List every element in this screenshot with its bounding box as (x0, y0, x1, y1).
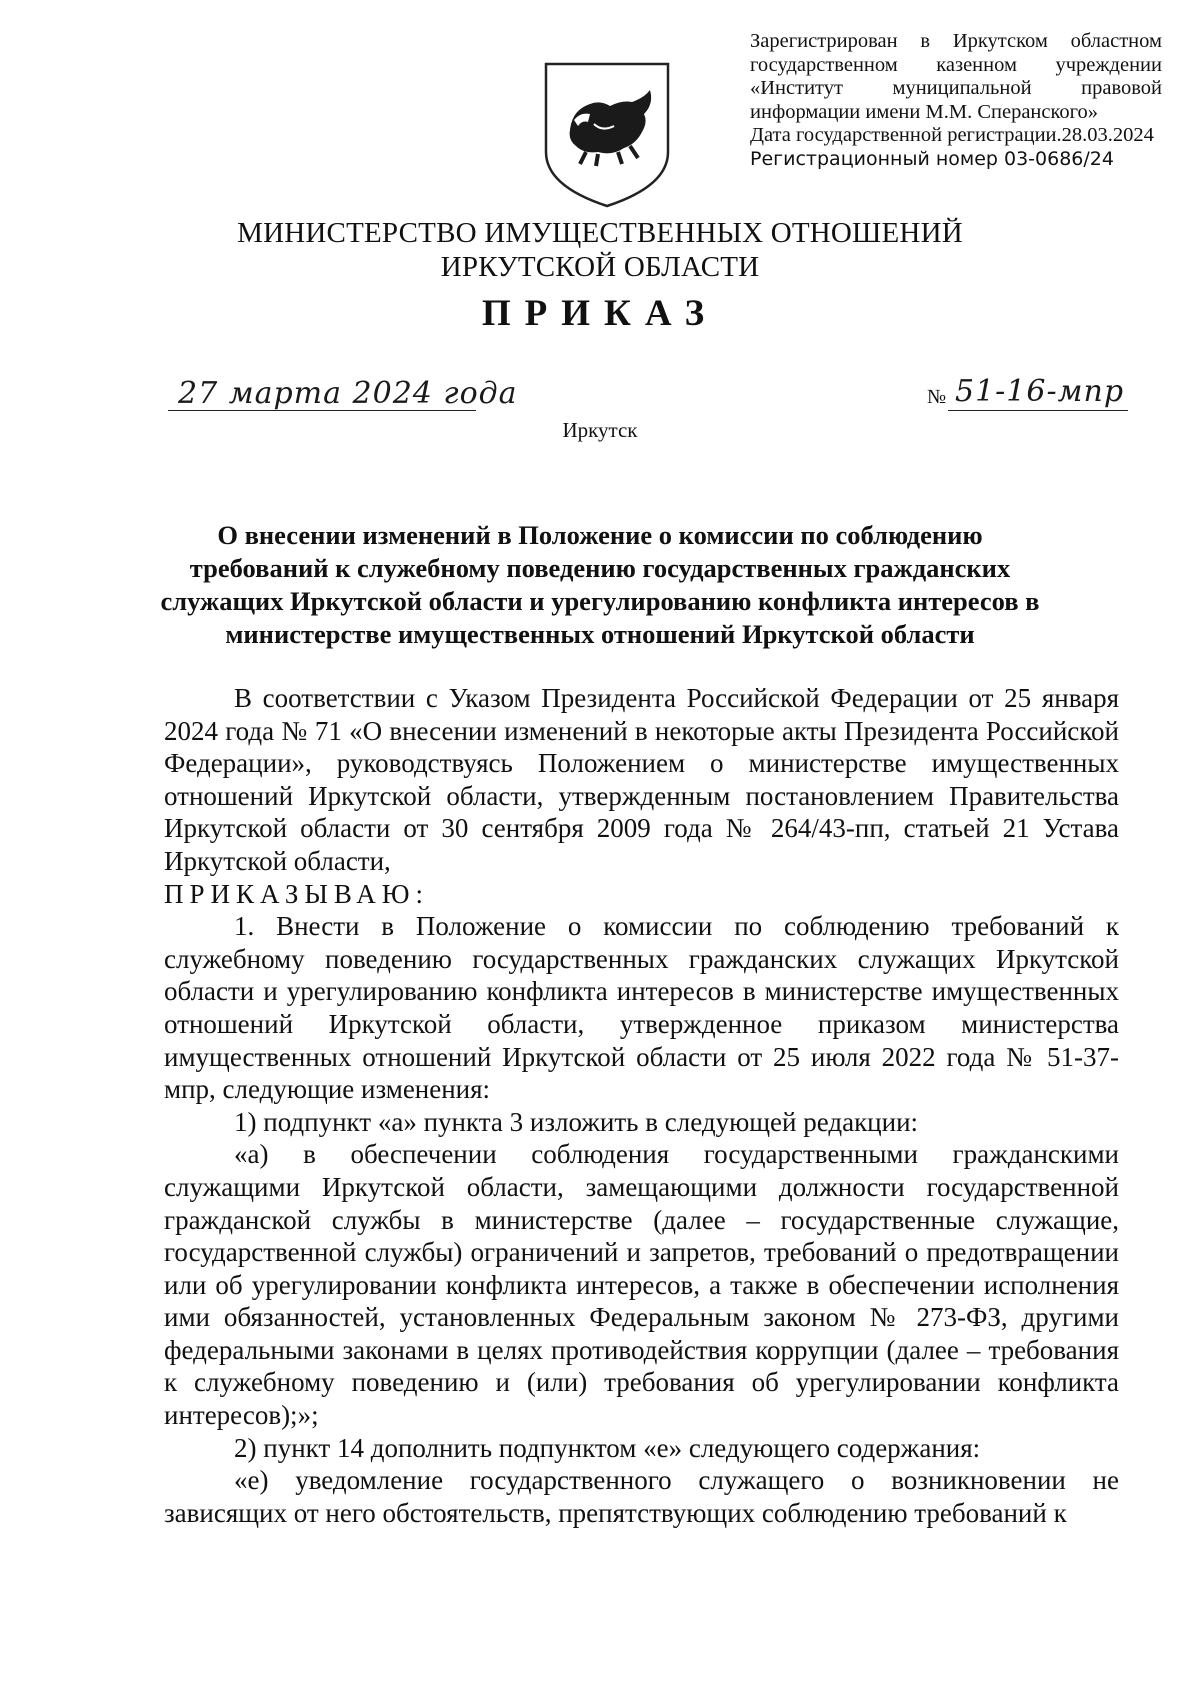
title-line: требований к служебному поведению государственных гражданских (189, 553, 1011, 583)
number-underline (948, 410, 1128, 411)
title-line: министерстве имущественных отношений Иркутской области (225, 619, 975, 649)
title-line: служащих Иркутской области и урегулированию конфликта интересов в (160, 586, 1040, 616)
number-label: № (927, 386, 947, 408)
document-body (164, 682, 1119, 1529)
preamble-paragraph: В соответствии с Указом Президента Российской Федерации от 25 января 2024 года № 71 «О внесении изменений в некоторые акты Президента Российской Федерации», руководствуясь Положением о министерстве имущественных отношений Иркутской области, утвержденным постановлением Правительства Иркутской области от 30 сентября 2009 года № 264/43-пп, статьей 21 Устава Иркутской области, (164, 683, 1119, 876)
registration-number: Регистрационный номер 03-0686/24 (750, 147, 1114, 170)
subitem-1-text: «а) в обеспечении соблюдения государственными гражданскими служащими Иркутской области, замещающими должности государственной гражданской службы в министерстве (далее – государственные служащие, государственной службы) ограничений и запретов, требований о предотвращении или об урегулировании конфликта интересов, а также в обеспечении исполнения ими обязанностей, установленных Федеральным законом № 273-ФЗ, другими федеральными законами в целях противодействия коррупции (далее – требования к служебному поведению и (или) требования об урегулировании конфликта интересов);»; (164, 1139, 1119, 1431)
ministry-line: МИНИСТЕРСТВО ИМУЩЕСТВЕННЫХ ОТНОШЕНИЙ (237, 217, 963, 249)
city: Иркутск (562, 418, 638, 442)
irkutsk-emblem-icon (540, 60, 674, 208)
registration-line: государственном казенном учреждении (750, 53, 1162, 76)
coat-of-arms-emblem (540, 60, 674, 208)
ministry-name (100, 216, 1100, 284)
registration-stamp (750, 30, 1162, 171)
subitem-1-heading: 1) подпункт «а» пункта 3 изложить в следующей редакции: (234, 1106, 919, 1137)
order-word: ПРИКАЗЫВАЮ: (164, 878, 429, 909)
item-1-paragraph: 1. Внести в Положение о комиссии по соблюдению требований к служебному поведению государственных гражданских служащих Иркутской области и урегулированию конфликта интересов в министерстве имущественных отношений Иркутской области, утвержденное приказом министерства имущественных отношений Иркутской области от 25 июля 2022 года № 51-37-мпр, следующие изменения: (164, 911, 1119, 1105)
document-type: ПРИКАЗ (481, 293, 719, 334)
registration-line: Зарегистрирован в Иркутском областном (750, 30, 1162, 52)
ministry-line: ИРКУТСКОЙ ОБЛАСТИ (440, 251, 760, 283)
handwritten-date: 27 марта 2024 года (178, 376, 518, 411)
subitem-2-heading: 2) пункт 14 дополнить подпунктом «е» следующего содержания: (234, 1432, 981, 1463)
date-underline (168, 410, 476, 411)
handwritten-number: 51-16-мпр (955, 374, 1125, 409)
registration-date: Дата государственной регистрации.28.03.2024 (750, 124, 1154, 146)
subitem-2-text: «е) уведомление государственного служащего о возникновении не зависящих от него обстоятельств, препятствующих соблюдению требований к (164, 1465, 1119, 1528)
registration-line: информации имени М.М. Сперанского» (750, 100, 1099, 123)
title-line: О внесении изменений в Положение о комиссии по соблюдению (217, 520, 983, 550)
document-title (150, 519, 1050, 651)
registration-line: «Институт муниципальной правовой (750, 77, 1162, 99)
